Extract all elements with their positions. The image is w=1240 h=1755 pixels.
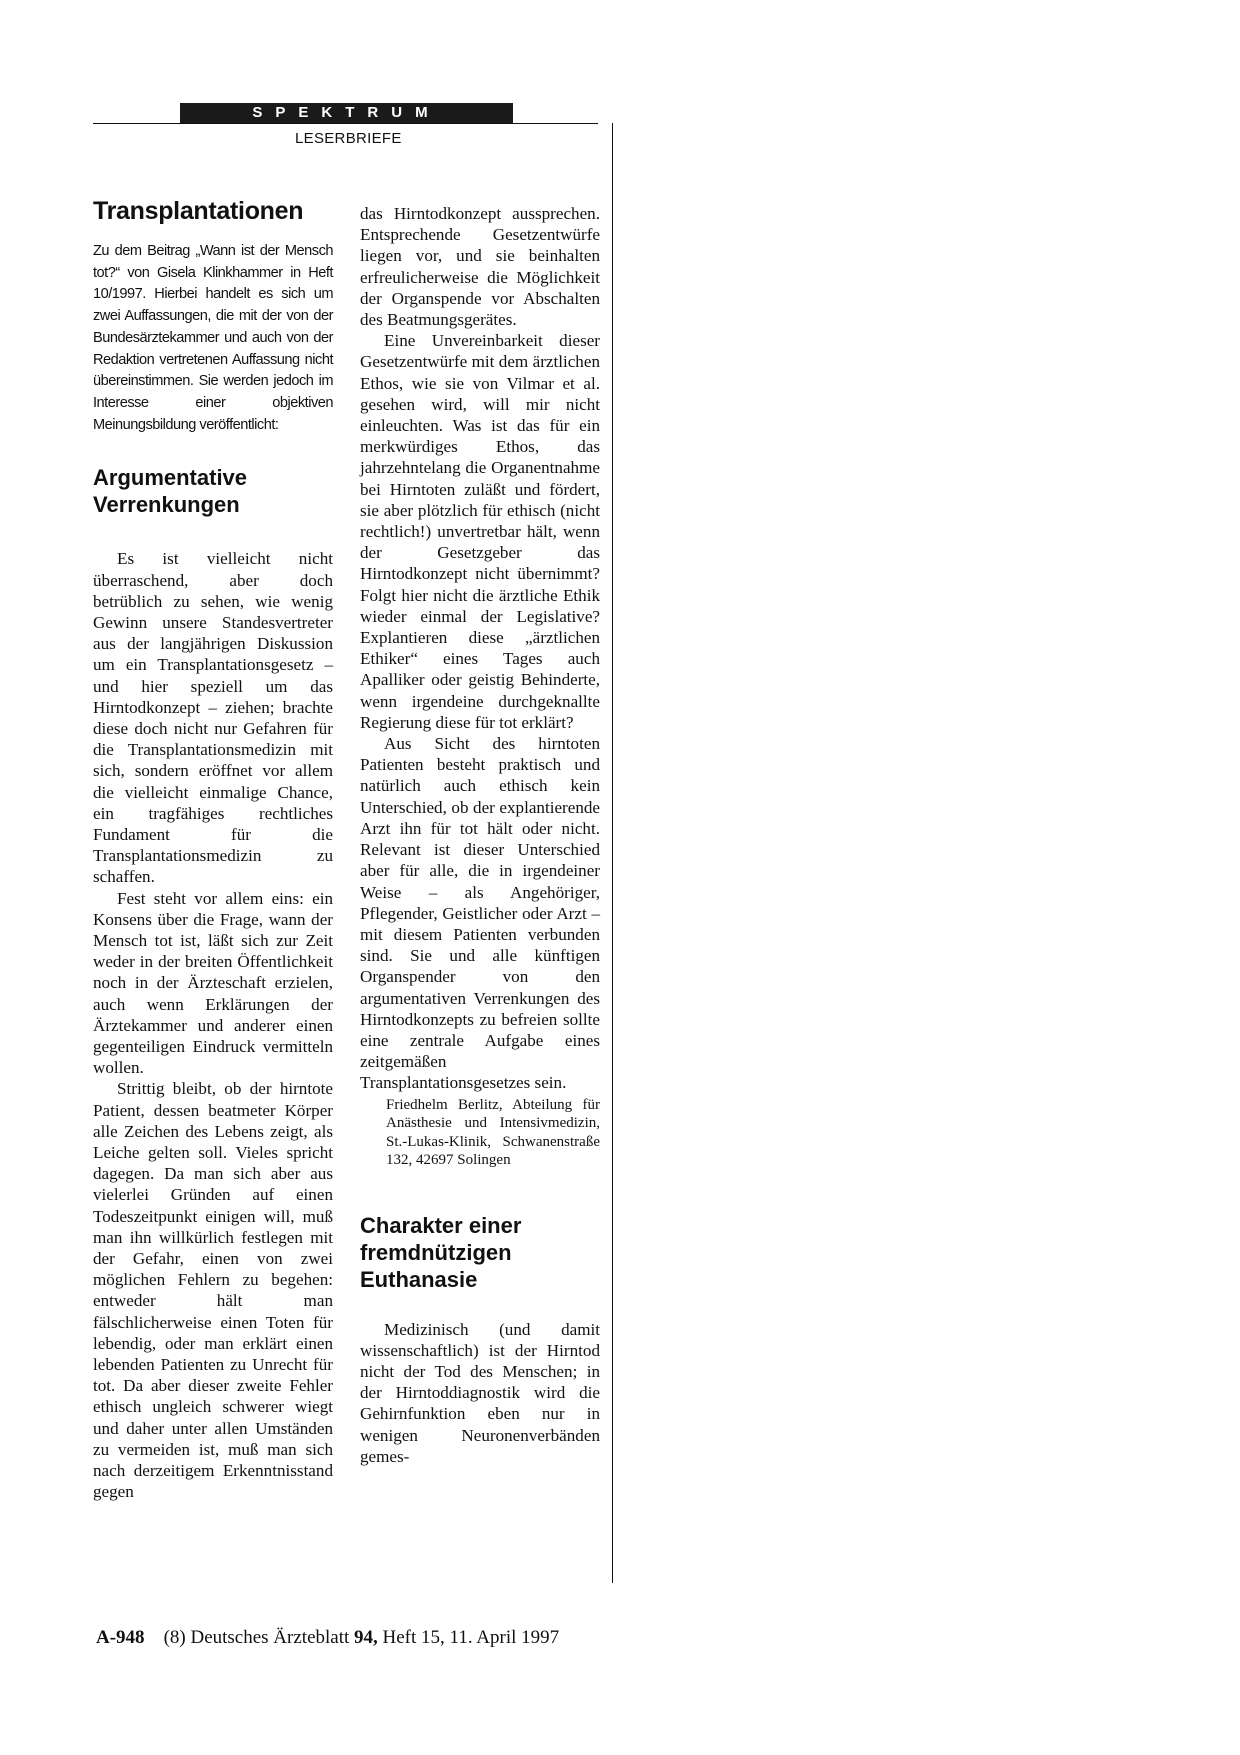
header-rule <box>93 123 598 124</box>
volume-number: 94, <box>354 1627 378 1648</box>
page-footer <box>96 1627 559 1649</box>
issue-prefix: (8) Deutsches Ärzteblatt <box>163 1627 350 1648</box>
letter1-paragraph: Fest steht vor allem eins: ein Konsens über die Frage, wann der Mensch tot ist, läßt sich zur Zeit weder in der breiten Öffentlichkeit noch in der Ärzteschaft erzielen, auch wenn Erklärungen der Ärztekammer und anderer einen gegenteiligen Eindruck vermitteln wollen. <box>93 888 333 1078</box>
letter2-paragraph: Medizinisch (und damit wissenschaftlich) ist der Hirntod nicht der Tod des Menschen; in der Hirntoddiagnostik wird die Gehirnfunktion eben nur in wenigen Neuronenverbänden gemes- <box>360 1319 600 1466</box>
letter1-paragraph-continued: das Hirntodkonzept aussprechen. Entsprechende Gesetzentwürfe liegen vor, und sie beinhalten erfreulicherweise die Möglichkeit der Organspende vor Abschalten des Beatmungsgerätes. <box>360 204 600 330</box>
article-title: Transplantationen <box>93 197 304 225</box>
left-column <box>93 197 333 1502</box>
page-number: A-948 <box>96 1627 145 1648</box>
letter1-paragraph: Aus Sicht des hirntoten Patienten besteht praktisch und natürlich auch ethisch kein Unterschied, ob der explantierende Arzt ihn für tot hält oder nicht. Relevant ist dieser Unterschied aber für alle, die in irgendeiner Weise – als Angehöriger, Pflegender, Geistlicher oder Arzt – mit diesem Patienten verbunden sind. Sie und alle künftigen Organspender von den argumentativen Verrenkungen des Hirntodkonzepts zu befreien sollte eine zentrale Aufgabe eines zeitgemäßen Transplantationsgesetzes sein. <box>360 734 600 1093</box>
section-label: SPEKTRUM <box>180 103 513 123</box>
column-divider <box>612 123 613 1583</box>
subsection-label: LESERBRIEFE <box>295 130 402 147</box>
letter1-paragraph: Strittig bleibt, ob der hirntote Patient, dessen beatmeter Körper alle Zeichen des Lebens zeigt, als Leiche gelten soll. Vieles spricht dagegen. Da man sich aber aus vielerlei Gründen auf einen Todeszeitpunkt einigen will, muß man ihn willkürlich festlegen mit der Gefahr, einen von zwei möglichen Fehlern zu begehen: entweder hält man fälschlicherweise einen Toten für lebendig, oder man erklärt einen lebenden Patienten zu Unrecht für tot. Da aber dieser zweite Fehler ethisch ungleich schwerer wiegt und daher unter allen Umständen zu vermeiden ist, muß man sich nach derzeitigem Erkenntnisstand gegen <box>93 1079 333 1502</box>
right-column <box>360 203 600 1467</box>
letter1-paragraph: Es ist vielleicht nicht überraschend, aber doch betrüblich zu sehen, wie wenig Gewinn unsere Standesvertreter aus der langjährigen Diskussion um ein Transplantationsgesetz – und hier speziell um das Hirntodkonzept – ziehen; brachte diese doch nicht nur Gefahren für die Transplantationsmedizin mit sich, sondern eröffnet vor allem die vielleicht einmalige Chance, ein tragfähiges rechtliches Fundament für die Transplantationsmedizin zu schaffen. <box>93 549 333 887</box>
letter1-paragraph: Eine Unvereinbarkeit dieser Gesetzentwürfe mit dem ärztlichen Ethos, wie sie von Vilmar et al. gesehen wird, will mir nicht einleuchten. Was ist das für ein merkwürdiges Ethos, das jahrzehntelang die Organentnahme bei Hirntoten zuläßt und fördert, sie aber plötzlich für ethisch (nicht rechtlich!) unvertretbar hält, wenn der Gesetzgeber das Hirntodkonzept nicht übernimmt? Folgt hier nicht die ärztliche Ethik wieder einmal der Legislative? Explantieren diese „ärztlichen Ethiker“ eines Tages auch Apalliker oder geistig Behinderte, wenn irgendeine durchgeknallte Regierung diese für tot erklärt? <box>360 331 600 732</box>
issue-date: Heft 15, 11. April 1997 <box>382 1627 560 1648</box>
article-intro: Zu dem Beitrag „Wann ist der Mensch tot?“ von Gisela Klinkhammer in Heft 10/1997. Hierbei handelt es sich um zwei Auffassungen, die mit der von der Bundesärztekammer und auch von der Redaktion vertretenen Auffassung nicht übereinstimmen. Sie werden jedoch im Interesse einer objektiven Meinungsbildung veröffentlicht: <box>93 243 333 433</box>
letter1-heading: Argumentative Verrenkungen <box>93 465 248 518</box>
letter1-signature: Friedhelm Berlitz, Abteilung für Anästhesie und Intensivmedizin, St.-Lukas-Klinik, Schwanenstraße 132, 42697 Solingen <box>386 1096 600 1169</box>
letter2-heading: Charakter einer fremdnützigen Euthanasie <box>360 1212 522 1292</box>
